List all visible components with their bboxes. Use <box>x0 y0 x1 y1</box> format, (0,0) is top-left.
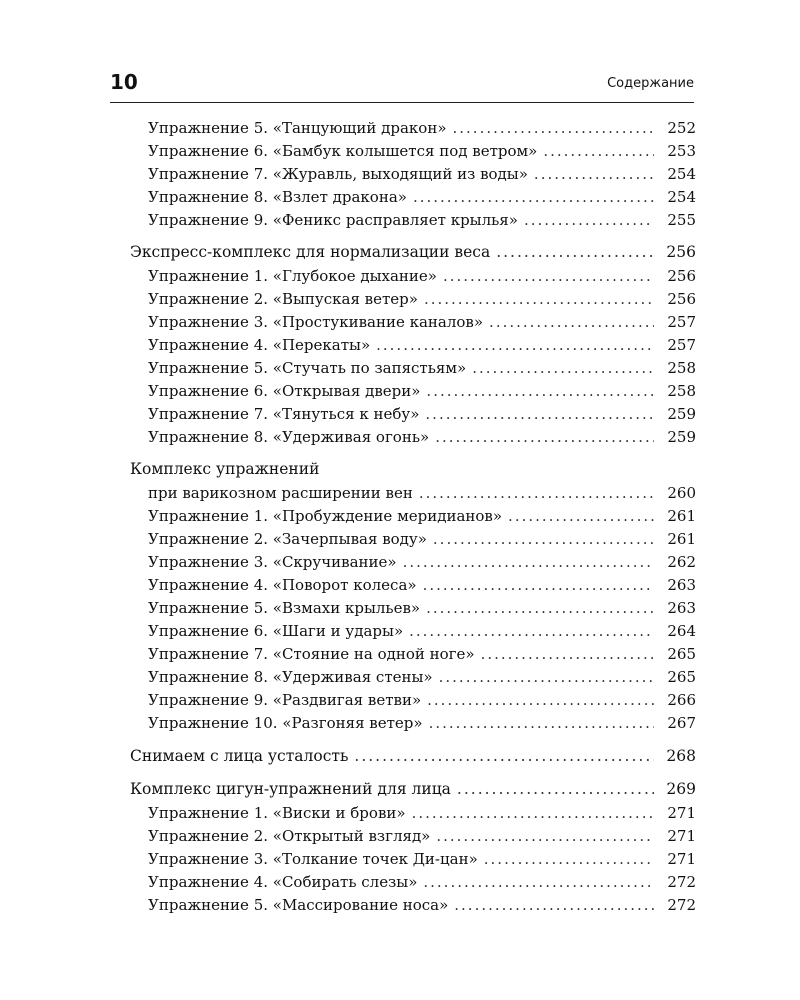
toc-entry-title: Упражнение 6. «Шаги и удары» <box>148 622 404 640</box>
toc-entry-title: Упражнение 6. «Открывая двери» <box>148 382 421 400</box>
toc-entry-page: 259 <box>667 405 696 423</box>
toc-entry-title: Упражнение 2. «Выпуская ветер» <box>148 290 418 308</box>
toc-entry <box>148 714 696 736</box>
toc-entry-page: 253 <box>667 142 696 160</box>
toc-entry <box>148 188 696 210</box>
toc-entry-title: Упражнение 5. «Стучать по запястьям» <box>148 359 467 377</box>
toc-entry <box>148 382 696 404</box>
leader-dots <box>354 747 654 765</box>
toc-entry-title: Упражнение 3. «Простукивание каналов» <box>148 313 484 331</box>
leader-dots <box>439 668 654 686</box>
toc-entry <box>148 359 696 381</box>
toc-entry <box>148 804 696 826</box>
toc-entry-title: Упражнение 8. «Удерживая стены» <box>148 668 433 686</box>
toc-entry <box>148 507 696 529</box>
leader-dots <box>426 599 654 617</box>
toc-entry <box>148 211 696 233</box>
leader-dots <box>453 119 655 137</box>
toc-section <box>130 780 696 802</box>
toc-entry-title: Упражнение 4. «Перекаты» <box>148 336 371 354</box>
leader-dots <box>423 576 654 594</box>
toc-entry <box>148 267 696 289</box>
toc-entry-title: Упражнение 6. «Бамбук колышется под ветром» <box>148 142 538 160</box>
toc-section <box>130 747 696 769</box>
toc-entry <box>148 599 696 621</box>
toc-entry-page: 272 <box>667 896 696 914</box>
toc-section-title: Экспресс-комплекс для нормализации веса <box>130 243 491 261</box>
page-header <box>110 68 694 98</box>
toc-entry-title: Упражнение 9. «Раздвигая ветви» <box>148 691 422 709</box>
leader-dots <box>425 405 654 423</box>
toc-entry-title: Упражнение 5. «Взмахи крыльев» <box>148 599 421 617</box>
leader-dots <box>489 313 654 331</box>
toc-entry-title: Упражнение 4. «Поворот колеса» <box>148 576 417 594</box>
toc-entry-page: 259 <box>667 428 696 446</box>
toc-entry-page: 252 <box>667 119 696 137</box>
toc-entry-title: Упражнение 3. «Толкание точек Ди-цан» <box>148 850 478 868</box>
toc-entry-title: Упражнение 4. «Собирать слезы» <box>148 873 418 891</box>
leader-dots <box>454 896 654 914</box>
toc-entry-page: 254 <box>667 165 696 183</box>
leader-dots <box>543 142 654 160</box>
toc-section-title: Снимаем с лица усталость <box>130 747 349 765</box>
page-number: 10 <box>110 70 138 94</box>
toc-entry-title: Упражнение 2. «Открытый взгляд» <box>148 827 431 845</box>
toc-entry-page: 255 <box>667 211 696 229</box>
toc-entry-page: 256 <box>667 290 696 308</box>
toc-section <box>130 243 696 265</box>
toc-entry-page: 272 <box>667 873 696 891</box>
leader-dots <box>419 484 654 502</box>
leader-dots <box>472 359 654 377</box>
toc-section-title: Комплекс упражнений <box>130 460 320 478</box>
toc-section-page: 269 <box>666 780 696 798</box>
leader-dots <box>496 243 654 261</box>
leader-dots <box>427 691 654 709</box>
toc-entry-title: Упражнение 10. «Разгоняя ветер» <box>148 714 423 732</box>
toc-entry <box>148 668 696 690</box>
toc-entry-page: 257 <box>667 336 696 354</box>
toc-entry-page: 267 <box>667 714 696 732</box>
toc-entry-title: Упражнение 7. «Тянуться к небу» <box>148 405 420 423</box>
toc-entry <box>148 850 696 872</box>
toc-entry <box>148 645 696 667</box>
toc-entry-title: Упражнение 7. «Журавль, выходящий из воды» <box>148 165 528 183</box>
toc-entry-page: 266 <box>667 691 696 709</box>
toc-entry-title: Упражнение 1. «Глубокое дыхание» <box>148 267 437 285</box>
toc-entry-page: 258 <box>667 382 696 400</box>
toc-entry-page: 271 <box>667 804 696 822</box>
leader-dots <box>376 336 654 354</box>
toc-section-page: 268 <box>666 747 696 765</box>
toc-entry <box>148 622 696 644</box>
leader-dots <box>426 382 654 400</box>
toc-entry <box>148 428 696 450</box>
toc-entry-page: 254 <box>667 188 696 206</box>
toc-entry-page: 263 <box>667 576 696 594</box>
leader-dots <box>508 507 654 525</box>
toc-entry-page: 256 <box>667 267 696 285</box>
leader-dots <box>412 804 654 822</box>
toc-entry <box>148 530 696 552</box>
leader-dots <box>429 714 654 732</box>
toc-entry-page: 265 <box>667 645 696 663</box>
toc-entry-title: Упражнение 9. «Феникс расправляет крылья» <box>148 211 518 229</box>
toc-entry <box>148 165 696 187</box>
toc-entry <box>148 336 696 358</box>
toc-entry <box>148 142 696 164</box>
toc-entry <box>148 553 696 575</box>
toc-entry <box>148 405 696 427</box>
toc-section <box>130 460 696 482</box>
toc-entry-title: Упражнение 8. «Взлет дракона» <box>148 188 407 206</box>
leader-dots <box>403 553 654 571</box>
toc-entry-page: 263 <box>667 599 696 617</box>
leader-dots <box>534 165 654 183</box>
toc-entry-page: 261 <box>667 530 696 548</box>
toc-entry-title: Упражнение 5. «Массирование носа» <box>148 896 449 914</box>
running-head: Содержание <box>607 76 694 91</box>
leader-dots <box>484 850 654 868</box>
leader-dots <box>481 645 654 663</box>
toc-entry-page: 265 <box>667 668 696 686</box>
toc-entry <box>148 873 696 895</box>
toc-entry-page: 261 <box>667 507 696 525</box>
toc-section-title: при варикозном расширении вен <box>148 484 413 502</box>
toc-entry-page: 258 <box>667 359 696 377</box>
leader-dots <box>413 188 654 206</box>
leader-dots <box>433 530 654 548</box>
toc-entry-title: Упражнение 1. «Пробуждение меридианов» <box>148 507 503 525</box>
toc-entry <box>148 576 696 598</box>
leader-dots <box>435 428 654 446</box>
leader-dots <box>409 622 654 640</box>
toc-entry-title: Упражнение 8. «Удерживая огонь» <box>148 428 430 446</box>
leader-dots <box>436 827 654 845</box>
toc-entry <box>148 827 696 849</box>
toc-entry <box>148 119 696 141</box>
toc-entry <box>148 691 696 713</box>
toc-entry-page: 271 <box>667 850 696 868</box>
leader-dots <box>524 211 654 229</box>
toc-section-page: 260 <box>667 484 696 502</box>
toc-entry-title: Упражнение 7. «Стояние на одной ноге» <box>148 645 475 663</box>
leader-dots <box>443 267 654 285</box>
leader-dots <box>457 780 654 798</box>
toc-entry <box>148 313 696 335</box>
toc-entry-title: Упражнение 1. «Виски и брови» <box>148 804 406 822</box>
header-rule <box>110 102 694 103</box>
toc-section-title: Комплекс цигун-упражнений для лица <box>130 780 451 798</box>
toc-entry-page: 257 <box>667 313 696 331</box>
toc-section-page: 256 <box>666 243 696 261</box>
toc-section-continued <box>148 484 696 506</box>
toc-entry-page: 264 <box>667 622 696 640</box>
toc-entry-title: Упражнение 3. «Скручивание» <box>148 553 397 571</box>
leader-dots <box>424 290 654 308</box>
toc-entry-page: 271 <box>667 827 696 845</box>
toc-entry <box>148 290 696 312</box>
toc-entry-title: Упражнение 2. «Зачерпывая воду» <box>148 530 427 548</box>
toc-entry-page: 262 <box>667 553 696 571</box>
toc-entry <box>148 896 696 918</box>
leader-dots <box>423 873 654 891</box>
toc-entry-title: Упражнение 5. «Танцующий дракон» <box>148 119 447 137</box>
